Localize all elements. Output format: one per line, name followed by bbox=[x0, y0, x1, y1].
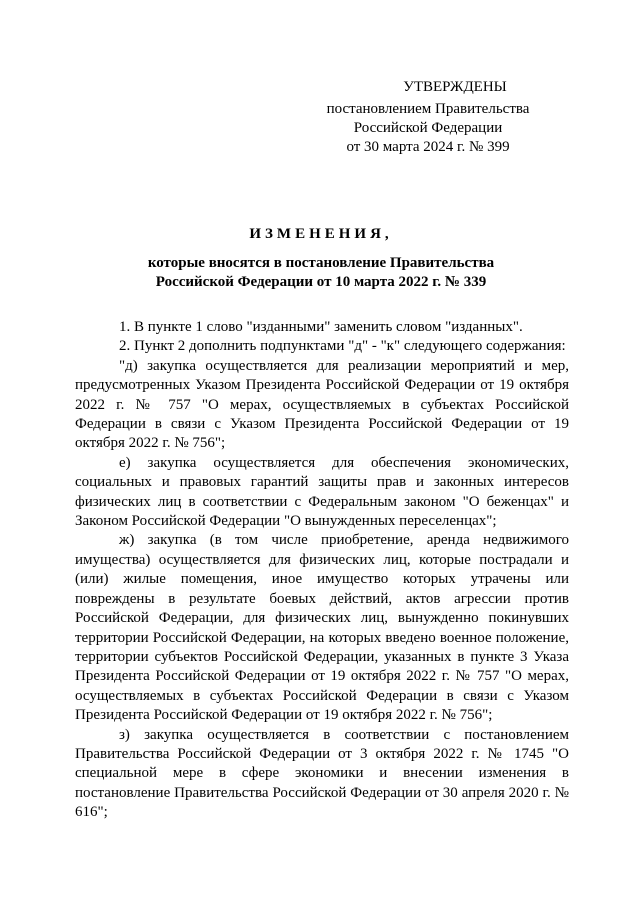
approval-line-3: от 30 марта 2024 г. № 399 bbox=[346, 139, 510, 155]
paragraph-1: 1. В пункте 1 слово "изданными" заменить словом "изданных". bbox=[119, 319, 523, 335]
document-body bbox=[75, 318, 569, 823]
approval-line-1: постановлением Правительства bbox=[326, 101, 530, 117]
paragraph-2: 2. Пункт 2 дополнить подпунктами "д" - "к" следующего содержания: bbox=[119, 338, 566, 355]
document-subtitle-line-1: которые вносятся в постановление Правительства bbox=[147, 255, 495, 271]
document-title: ИЗМЕНЕНИЯ, bbox=[249, 226, 393, 242]
approval-line-2: Российской Федерации bbox=[353, 120, 503, 136]
approval-heading: УТВЕРЖДЕНЫ bbox=[403, 79, 507, 95]
paragraph-subitem-zh: ж) закупка (в том числе приобретение, аренда недвижимого имущества) осуществляется для физических лиц, которые пострадали и (или) жилые помещения, иное имущество которых утрачены или повреждены в результате боевых действий, актов агрессии против Российской Федерации, для физических лиц, вынужденно покинувших территории Российской Федерации, на которых введено военное положение, территории субъектов Российской Федерации, указанных в пункте 3 Указа Президента Российской Федерации от 19 октября 2022 г. № 757 "О мерах, осуществляемых в субъектах Российской Федерации в связи с Указом Президента Российской Федерации от 19 октября 2022 г. № 756"; bbox=[75, 532, 569, 724]
document-heading bbox=[74, 225, 568, 292]
approval-stamp bbox=[300, 78, 556, 157]
paragraph-subitem-d: "д) закупка осуществляется для реализации мероприятий и мер, предусмотренных Указом Президента Российской Федерации от 19 октября 2022 г. № 757 "О мерах, осуществляемых в субъектах Российской Федерации в связи с Указом Президента Российской Федерации от 19 октября 2022 г. № 756"; bbox=[75, 357, 569, 452]
document-subtitle-line-2: Российской Федерации от 10 марта 2022 г. № 339 bbox=[155, 274, 487, 290]
paragraph-subitem-e: е) закупка осуществляется для обеспечения экономических, социальных и правовых гарантий защиты прав и законных интересов физических лиц в соответствии с Федеральным законом "О беженцах" и Законом Российской Федерации "О вынужденных переселенцах"; bbox=[75, 454, 569, 530]
paragraph-subitem-z: з) закупка осуществляется в соответствии с постановлением Правительства Российской Федерации от 3 октября 2022 г. № 1745 "О специальной мере в сфере экономики и внесении изменения в постановление Правительства Российской Федерации от 30 апреля 2020 г. № 616"; bbox=[75, 726, 569, 821]
